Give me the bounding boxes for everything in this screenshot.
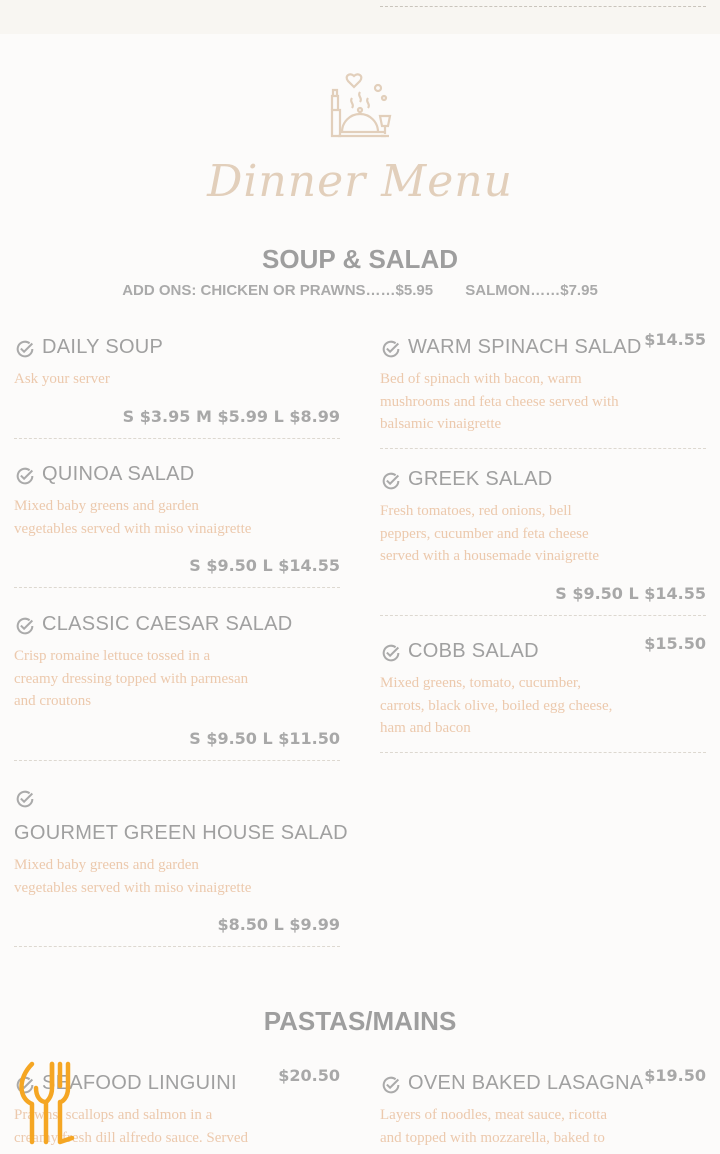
item-description: Mixed greens, tomato, cucumber, carrots, black olive, boiled egg cheese, ham and bacon (380, 675, 613, 736)
item-name: CLASSIC CAESAR SALAD (42, 613, 293, 635)
item-price: $8.50 L $9.99 (217, 915, 340, 934)
item-description: Crisp romaine lettuce tossed in a creamy dressing topped with parmesan and croutons (14, 648, 249, 709)
menu-item-oven-baked-lasagna[interactable] (380, 1066, 706, 1149)
item-name: OVEN BAKED LASAGNA (408, 1072, 644, 1094)
item-description: Mixed baby greens and garden vegetables served with miso vinaigrette (14, 857, 252, 896)
item-price: $20.50 (278, 1066, 340, 1085)
menu-item-classic-caesar-salad[interactable] (14, 613, 340, 761)
item-price: S $9.50 L $11.50 (189, 728, 340, 748)
menu-item-cobb-salad[interactable] (380, 634, 706, 753)
item-price: S $9.50 L $14.55 (555, 583, 706, 603)
divider (380, 615, 706, 616)
item-price: S $9.50 L $14.55 (189, 556, 340, 575)
divider (380, 6, 706, 7)
dinner-cloche-icon (324, 70, 396, 142)
divider (14, 946, 340, 947)
menu-item-gourmet-green-house-salad[interactable] (14, 786, 348, 947)
item-price: $15.50 (644, 634, 706, 653)
section-title-pastas-mains: PASTAS/MAINS (263, 1006, 457, 1036)
addons-line (0, 282, 720, 299)
check-circle-icon (380, 470, 402, 492)
item-price: $19.50 (644, 1066, 706, 1085)
item-price: $14.55 (644, 330, 706, 349)
item-price: S $3.95 M $5.99 L $8.99 (122, 406, 340, 426)
item-description: Ask your server (14, 371, 110, 387)
check-circle-icon (14, 788, 36, 810)
divider (14, 438, 340, 439)
divider (14, 587, 340, 588)
menu-item-warm-spinach-salad[interactable] (380, 330, 706, 449)
item-name: SEAFOOD LINGUINI (42, 1072, 237, 1094)
item-description: Fresh tomatoes, red onions, bell peppers, cucumber and feta cheese served with a housemade vinaigrette (380, 503, 600, 564)
menu-item-daily-soup[interactable] (14, 336, 340, 439)
addon-salmon: SALMON……$7.95 (465, 282, 598, 299)
divider (380, 752, 706, 753)
menu-item-quinoa-salad[interactable] (14, 463, 340, 588)
item-name: COBB SALAD (408, 640, 539, 662)
check-circle-icon (380, 338, 402, 360)
top-bar (0, 0, 720, 34)
menu-title: Dinner Menu (207, 156, 513, 207)
item-description: Bed of spinach with bacon, warm mushrooms and feta cheese served with balsamic vinaigrette (380, 371, 619, 432)
item-description: Prawns, scallops and salmon in a creamy fresh dill alfredo sauce. Served (14, 1107, 249, 1146)
divider (14, 760, 340, 761)
item-description: Mixed baby greens and garden vegetables served with miso vinaigrette (14, 498, 252, 537)
check-circle-icon (380, 642, 402, 664)
divider (380, 448, 706, 449)
check-circle-icon (380, 1074, 402, 1096)
check-circle-icon (14, 465, 36, 487)
fork-knife-icon[interactable] (14, 1058, 86, 1148)
item-name: GREEK SALAD (408, 468, 553, 490)
item-name: GOURMET GREEN HOUSE SALAD (14, 822, 348, 844)
menu-item-greek-salad[interactable] (380, 468, 706, 616)
addon-prawns: ADD ONS: CHICKEN OR PRAWNS……$5.95 (122, 282, 434, 299)
check-circle-icon (14, 615, 36, 637)
check-circle-icon (14, 338, 36, 360)
item-name: WARM SPINACH SALAD (408, 336, 642, 358)
item-description: Layers of noodles, meat sauce, ricotta and topped with mozzarella, baked to (380, 1107, 607, 1146)
item-name: QUINOA SALAD (42, 463, 195, 485)
item-name: DAILY SOUP (42, 336, 164, 358)
section-title-soup-salad: SOUP & SALAD (262, 244, 458, 274)
